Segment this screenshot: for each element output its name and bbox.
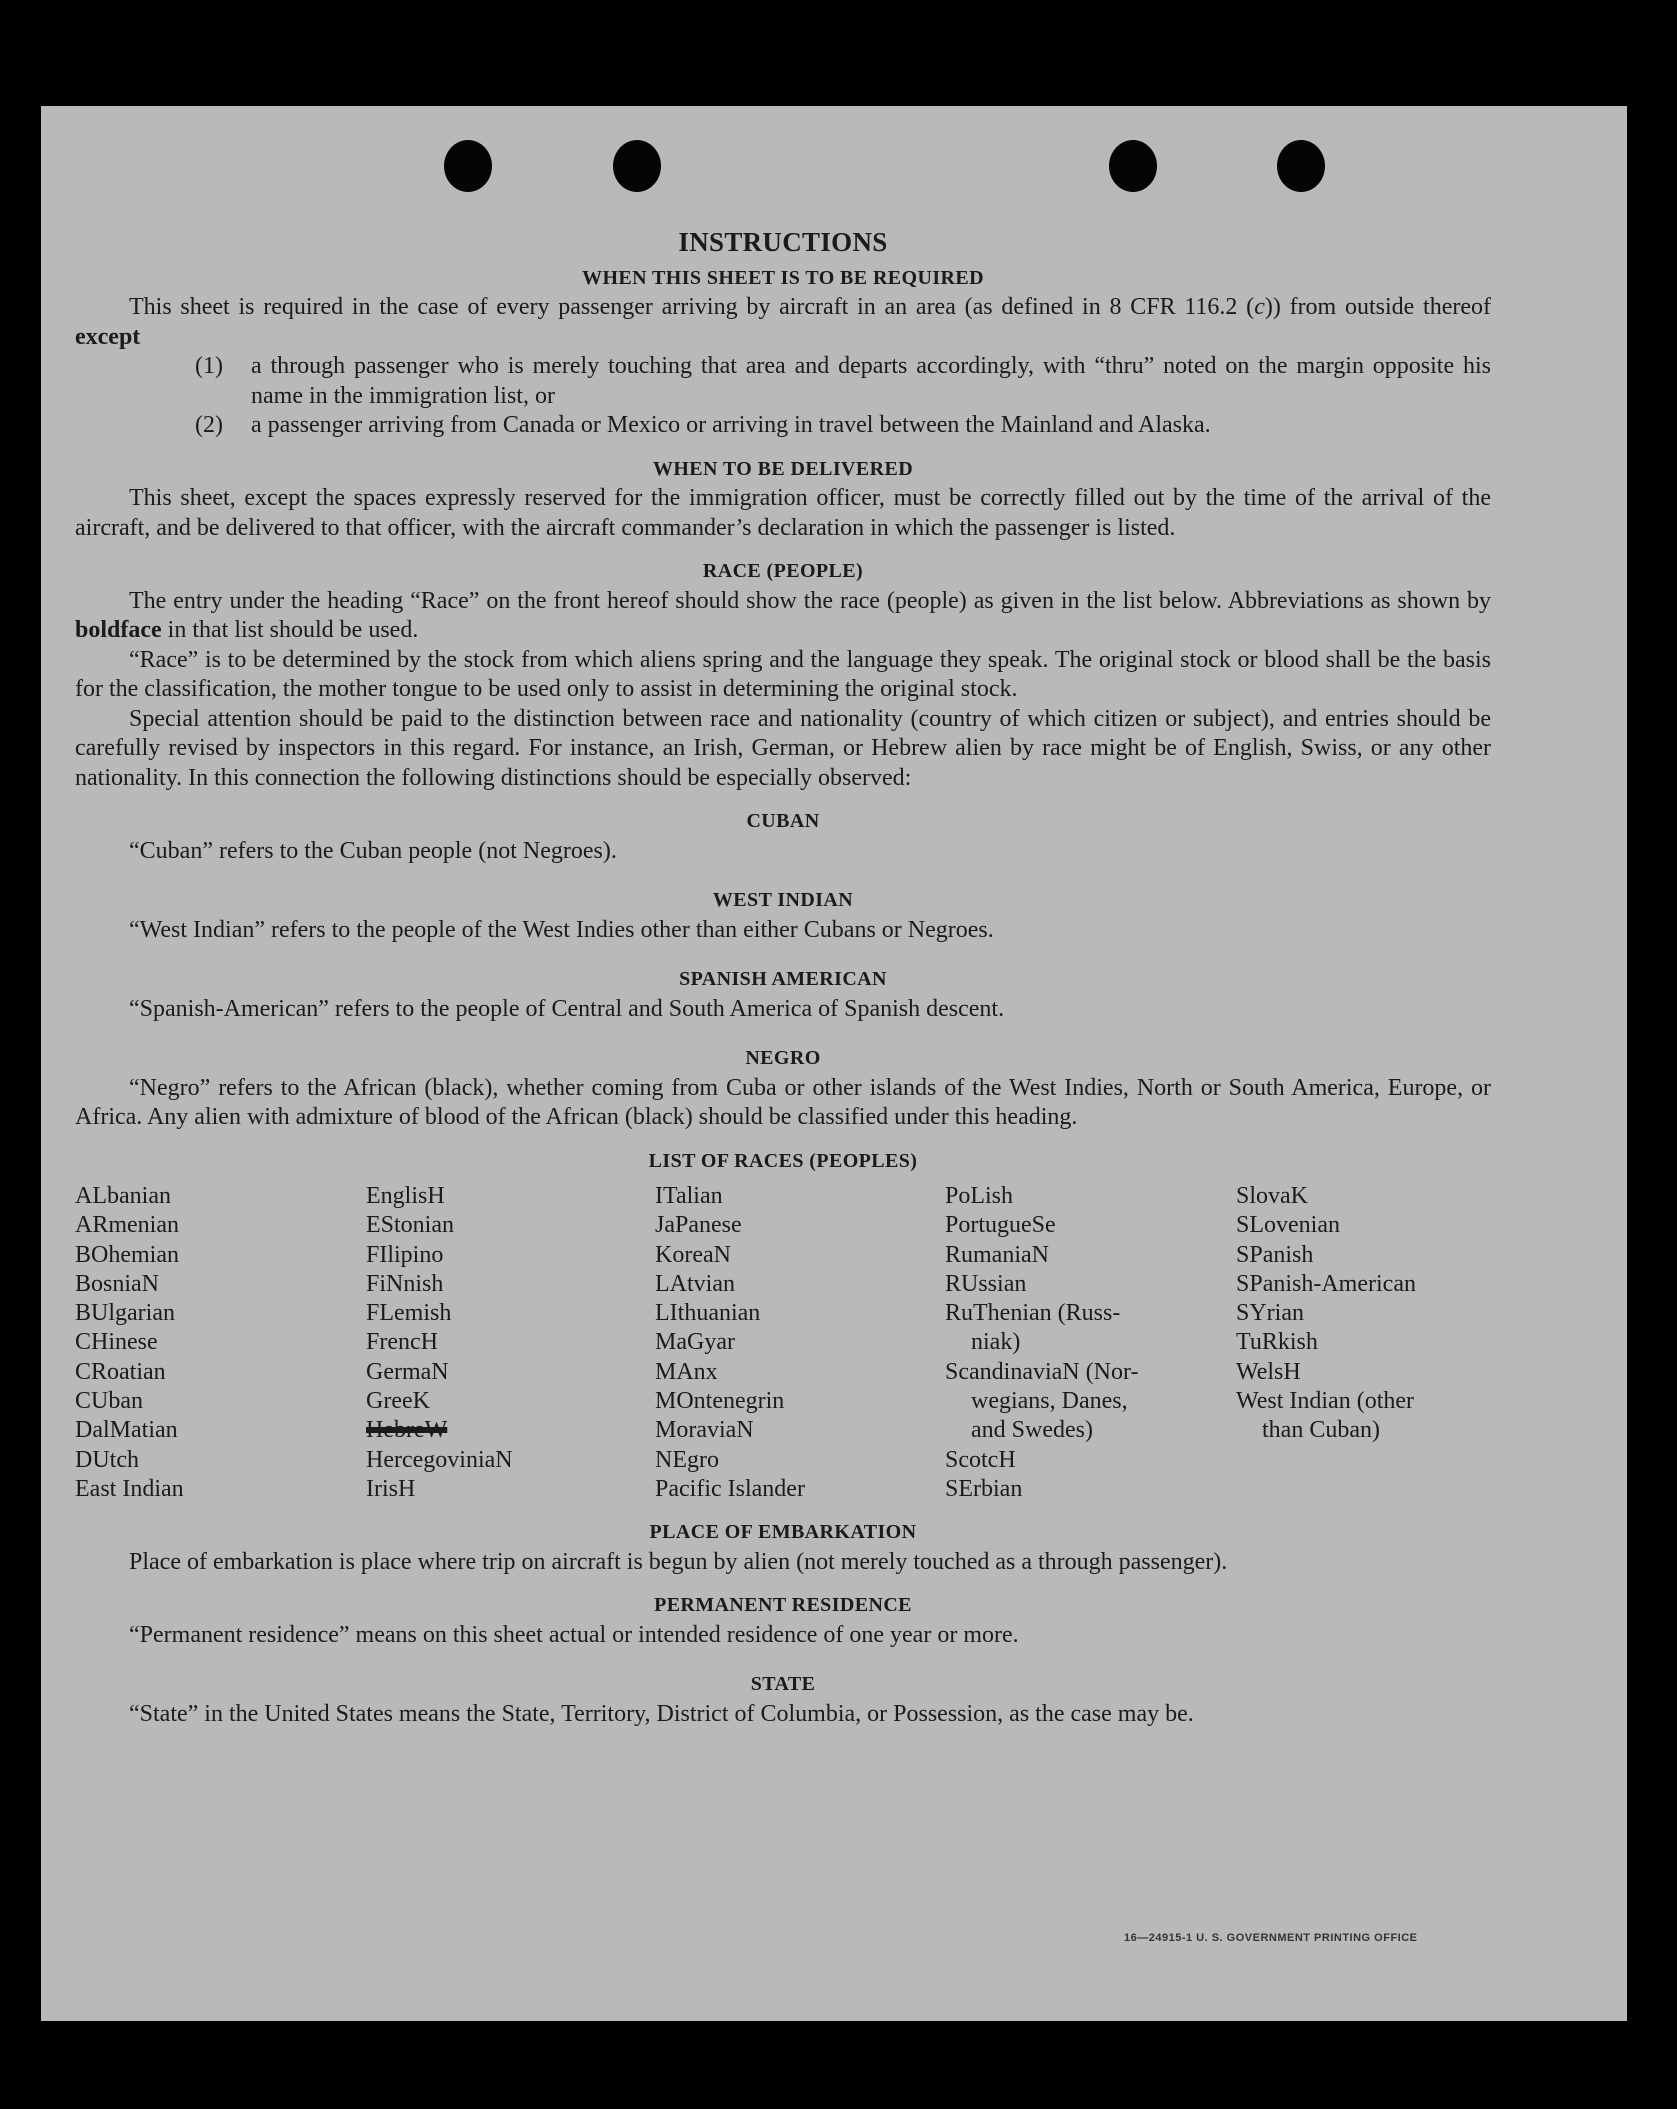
when-delivered-text: This sheet, except the spaces expressly reserved for the immigration officer, must be correctly filled out by the time of the arrival of the aircraft, and be delivered to that officer, with the aircraft commander’s declaration in which the passenger is listed. [75, 485, 1491, 541]
west-indian-text: “West Indian” refers to the people of the West Indies other than either Cubans or Negroes. [129, 916, 994, 943]
race-item: TuRkish [1236, 1329, 1318, 1356]
race-item-continued: and Swedes) [971, 1417, 1093, 1444]
race-item: GermaN [366, 1358, 449, 1385]
race-item: BUlgarian [75, 1300, 175, 1327]
residence-text: “Permanent residence” means on this sheet actual or intended residence of one year or more. [129, 1621, 1019, 1648]
race-item: SPanish [1236, 1241, 1314, 1268]
document-sheet [41, 106, 1627, 2021]
race-item: RuThenian (Russ- [945, 1300, 1121, 1327]
race-item: ScandinaviaN (Nor- [945, 1358, 1139, 1385]
page-title: INSTRUCTIONS [678, 227, 888, 257]
race-column-1 [75, 1182, 366, 1504]
race-item-continued: wegians, Danes, [971, 1388, 1128, 1415]
race-item: IrisH [366, 1475, 416, 1502]
race-column-4 [945, 1182, 1236, 1504]
race-item: ALbanian [75, 1183, 171, 1209]
section-heading-permanent-residence: PERMANENT RESIDENCE [654, 1594, 912, 1617]
race-item: KoreaN [655, 1241, 731, 1268]
when-required-text: This sheet is required in the case of every passenger arriving by aircraft in an area (as defined in 8 CFR 116.2 (c)) from outside thereof except [75, 294, 1492, 350]
race-paragraph-3: Special attention should be paid to the distinction between race and nationality (country of which citizen or subject), and entries should be carefully revised by inspectors in this regard. For instance, an Irish, German, or Hebrew alien by race might be of English, Swiss, or any other nationality. In this connection the following distinctions should be especially observed: [75, 705, 1491, 791]
race-item: BosniaN [75, 1270, 159, 1297]
race-item: MOntenegrin [655, 1388, 785, 1415]
race-item: PortugueSe [945, 1212, 1056, 1239]
race-item: RumaniaN [945, 1241, 1049, 1268]
race-item-struck: HebreW [366, 1417, 448, 1444]
race-item: Pacific Islander [655, 1475, 805, 1502]
section-heading-when-delivered: WHEN TO BE DELIVERED [652, 457, 914, 480]
negro-text: “Negro” refers to the African (black), whether coming from Cuba or other islands of the West Indies, North or South America, Europe, or Africa. Any alien with admixture of blood of the African (black) should be classified under this heading. [75, 1074, 1491, 1130]
race-item: LIthuanian [655, 1300, 761, 1327]
punch-hole [1277, 140, 1325, 192]
race-column-2 [366, 1182, 655, 1504]
race-item: HercegoviniaN [366, 1446, 513, 1473]
section-heading-when-required: WHEN THIS SHEET IS TO BE REQUIRED [582, 266, 984, 289]
race-item: GreeK [366, 1388, 430, 1415]
race-item: SYrian [1236, 1300, 1304, 1327]
embarkation-text: Place of embarkation is place where trip on aircraft is begun by alien (not merely touched as a through passenger). [129, 1548, 1228, 1575]
race-item: BOhemian [75, 1241, 179, 1268]
race-item: MAnx [655, 1358, 718, 1385]
section-heading-place-of-embarkation: PLACE OF EMBARKATION [649, 1521, 917, 1544]
race-item: RUssian [945, 1270, 1027, 1297]
race-paragraph-1: The entry under the heading “Race” on the front hereof should show the race (people) as given in the list below. Abbreviations as shown by boldface in that list should be used. [75, 587, 1491, 643]
race-item: FLemish [366, 1300, 452, 1327]
exception-item-1: (1) a through passenger who is merely touching that area and departs accordingly, with “thru” noted on the margin opposite his name in the immigration list, or [195, 353, 1491, 409]
race-item-continued: niak) [971, 1329, 1021, 1356]
printer-footer: 16—24915-1 U. S. GOVERNMENT PRINTING OFFICE [1124, 1932, 1418, 1944]
exception-item-2: (2) a passenger arriving from Canada or Mexico or arriving in travel between the Mainland and Alaska. [195, 412, 1211, 438]
punch-hole [444, 140, 492, 192]
section-heading-negro: NEGRO [745, 1047, 821, 1069]
race-item: DUtch [75, 1446, 139, 1473]
punch-hole [613, 140, 661, 192]
race-item-continued: than Cuban) [1262, 1417, 1380, 1444]
cuban-text: “Cuban” refers to the Cuban people (not Negroes). [129, 837, 617, 864]
race-item: LAtvian [655, 1270, 735, 1297]
race-list [75, 1182, 1491, 1504]
race-item: MaGyar [655, 1329, 735, 1356]
race-item: PoLish [945, 1183, 1014, 1209]
race-item: JaPanese [655, 1212, 742, 1239]
section-heading-cuban: CUBAN [746, 810, 820, 832]
race-item: EnglisH [366, 1183, 445, 1209]
section-heading-spanish-american: SPANISH AMERICAN [679, 968, 887, 990]
race-column-3 [655, 1182, 945, 1504]
race-item: SErbian [945, 1475, 1023, 1502]
spanish-american-text: “Spanish-American” refers to the people of Central and South America of Spanish descent. [129, 995, 1005, 1022]
race-item: CRoatian [75, 1358, 166, 1385]
race-item: East Indian [75, 1475, 184, 1502]
race-item: FIlipino [366, 1241, 444, 1268]
race-item: WelsH [1236, 1358, 1301, 1385]
race-item: NEgro [655, 1446, 719, 1473]
race-item: SlovaK [1236, 1183, 1308, 1209]
race-item: ScotcH [945, 1446, 1016, 1473]
section-heading-race: RACE (PEOPLE) [702, 560, 864, 582]
race-item: FiNnish [366, 1270, 444, 1297]
punch-hole [1109, 140, 1157, 192]
instructions-body [75, 228, 1491, 1729]
section-heading-state: STATE [750, 1673, 816, 1696]
race-column-5 [1236, 1182, 1486, 1504]
race-item: ARmenian [75, 1212, 179, 1239]
race-item: West Indian (other [1236, 1388, 1415, 1415]
race-item: SLovenian [1236, 1212, 1340, 1239]
race-item: ITalian [655, 1183, 723, 1209]
race-item: FrencH [366, 1329, 438, 1356]
section-heading-list-of-races: LIST OF RACES (PEOPLES) [648, 1149, 918, 1172]
race-item: EStonian [366, 1212, 454, 1239]
race-paragraph-2: “Race” is to be determined by the stock from which aliens spring and the language they speak. The original stock or blood shall be the basis for the classification, the mother tongue to be used only to assist in determining the original stock. [75, 646, 1491, 702]
race-item: DalMatian [75, 1417, 178, 1444]
race-item: SPanish-American [1236, 1270, 1416, 1297]
race-item: CUban [75, 1388, 143, 1415]
section-heading-west-indian: WEST INDIAN [712, 889, 854, 911]
race-item: MoraviaN [655, 1417, 754, 1444]
state-text: “State” in the United States means the State, Territory, District of Columbia, or Possession, as the case may be. [129, 1700, 1194, 1727]
race-item: CHinese [75, 1329, 158, 1356]
